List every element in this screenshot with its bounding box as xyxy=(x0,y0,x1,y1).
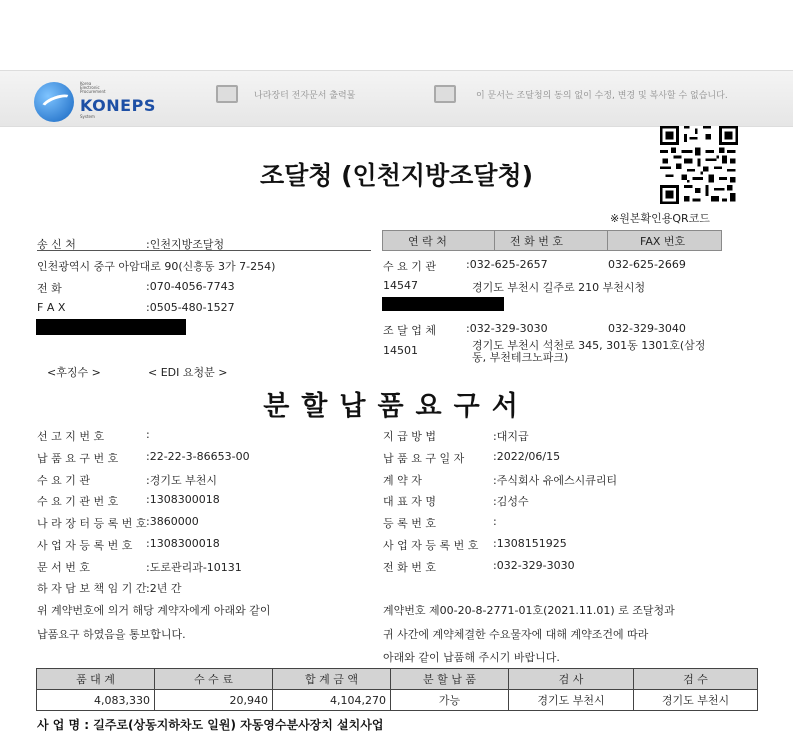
field-label: 등 록 번 호 xyxy=(383,517,436,530)
sender-tel-value: :070-4056-7743 xyxy=(146,280,235,293)
table-header-cell: 분 할 납 품 xyxy=(391,669,509,690)
table-header-cell: 검 수 xyxy=(634,669,758,690)
amount-table xyxy=(36,668,758,711)
table-cell: 4,104,270 xyxy=(273,690,391,711)
field-value: :2년 간 xyxy=(146,582,182,595)
table-cell: 20,940 xyxy=(155,690,273,711)
field-label: 계 약 자 xyxy=(383,474,422,487)
field-label: 문 서 번 호 xyxy=(37,561,90,574)
sender-label: 송 신 처 xyxy=(37,238,76,251)
field-value: :도로관리과-10131 xyxy=(146,561,242,574)
business-name: 사 업 명 : 길주로(상동지하차도 일원) 자동영수분사장치 설치사업 xyxy=(37,718,384,732)
demand-fax: 032-625-2669 xyxy=(608,258,686,271)
notice-right-1: 계약번호 제00-20-8-2771-01호(2021.11.01) 로 조달청과 xyxy=(383,604,675,617)
field-label: 하 자 담 보 책 임 기 간 xyxy=(37,582,147,595)
field-label: 지 급 방 법 xyxy=(383,430,436,443)
table-cell: 경기도 부천시 xyxy=(634,690,758,711)
document-stack-icon xyxy=(216,85,238,103)
supplier-address-1: 경기도 부천시 석천로 345, 301동 1301호(삼정 xyxy=(472,339,706,352)
qr-caption: ※원본확인용QR코드 xyxy=(610,212,710,225)
logo-subtitle-1: Korea xyxy=(80,81,92,86)
field-value: :032-329-3030 xyxy=(493,559,575,572)
table-header-cell: 수 수 료 xyxy=(155,669,273,690)
supplier-label: 조 달 업 체 xyxy=(383,324,436,337)
contact-header-fax: FAX 번호 xyxy=(640,235,686,248)
field-value: : xyxy=(146,428,150,441)
field-label: 나 라 장 터 등 록 번 호 xyxy=(37,517,147,530)
field-label: 수 요 기 관 xyxy=(37,474,90,487)
field-label: 사 업 자 등 록 번 호 xyxy=(37,539,133,552)
demand-address: 경기도 부천시 길주로 210 부천시청 xyxy=(472,281,646,294)
notice-left-2: 납품요구 하였음을 통보합니다. xyxy=(37,628,186,641)
table-cell: 경기도 부천시 xyxy=(509,690,634,711)
contact-header-phone: 전 화 번 호 xyxy=(510,235,563,248)
table-row xyxy=(37,690,758,711)
document-title: 분할납품요구서 xyxy=(263,391,530,422)
table-header-row xyxy=(37,669,758,690)
sender-value: :인천지방조달청 xyxy=(146,238,225,251)
postscript-link[interactable]: <후징수 > xyxy=(47,366,101,379)
issuer-title: 조달청 (인천지방조달청) xyxy=(259,161,534,190)
field-value: :1308300018 xyxy=(146,537,220,550)
sender-tel-label: 전 화 xyxy=(37,282,62,295)
supplier-address-2: 동, 부천테크노파크) xyxy=(472,351,569,364)
field-value: :22-22-3-86653-00 xyxy=(146,450,250,463)
field-value: :주식회사 유에스시큐리티 xyxy=(493,474,618,487)
table-cell: 4,083,330 xyxy=(37,690,155,711)
hdr-sep-1 xyxy=(494,231,495,250)
edi-link[interactable]: < EDI 요청분 > xyxy=(148,366,228,379)
copy-warning: 이 문서는 조달청의 동의 없이 수정, 변경 및 복사할 수 없습니다. xyxy=(476,91,728,101)
field-label: 납 품 요 구 번 호 xyxy=(37,452,119,465)
field-label: 대 표 자 명 xyxy=(383,495,436,508)
demand-tel: :032-625-2657 xyxy=(466,258,548,271)
supplier-tel: :032-329-3030 xyxy=(466,322,548,335)
table-cell: 가능 xyxy=(391,690,509,711)
table-header-cell: 품 대 계 xyxy=(37,669,155,690)
field-value: :김성수 xyxy=(493,495,529,508)
logo-subtitle-3: Procurement xyxy=(80,89,106,94)
supplier-fax: 032-329-3040 xyxy=(608,322,686,335)
field-label: 납 품 요 구 일 자 xyxy=(383,452,465,465)
field-label: 전 화 번 호 xyxy=(383,561,436,574)
redacted-block-2 xyxy=(382,297,504,311)
supplier-zip: 14501 xyxy=(383,344,418,357)
sender-fax-value: :0505-480-1527 xyxy=(146,301,235,314)
logo-subtitle-2: Electronic xyxy=(80,85,100,90)
field-value: :1308151925 xyxy=(493,537,567,550)
notice-right-2: 귀 사간에 계약체결한 수요물자에 대해 계약조건에 따라 xyxy=(383,628,649,641)
field-label: 사 업 자 등 록 번 호 xyxy=(383,539,479,552)
demand-label: 수 요 기 관 xyxy=(383,260,436,273)
logo-subtitle-4: System xyxy=(80,114,95,119)
demand-zip: 14547 xyxy=(383,279,418,292)
sender-fax-label: F A X xyxy=(37,301,66,314)
logo-text: KONEPS xyxy=(80,96,156,115)
table-header-cell: 합 계 금 액 xyxy=(273,669,391,690)
field-value: : xyxy=(493,515,497,528)
field-value: :2022/06/15 xyxy=(493,450,561,463)
printer-icon xyxy=(434,85,456,103)
field-value: :1308300018 xyxy=(146,493,220,506)
print-label: 나라장터 전자문서 출력물 xyxy=(254,91,356,101)
field-value: :3860000 xyxy=(146,515,199,528)
field-label: 선 고 지 번 호 xyxy=(37,430,105,443)
field-label: 수 요 기 관 번 호 xyxy=(37,495,119,508)
table-header-cell: 검 사 xyxy=(509,669,634,690)
contact-header-label: 연 락 처 xyxy=(408,235,447,248)
field-value: :경기도 부천시 xyxy=(146,474,217,487)
notice-right-3: 아래와 같이 납품해 주시기 바랍니다. xyxy=(383,651,560,664)
redacted-block xyxy=(36,319,186,335)
sender-address: 인천광역시 중구 아암대로 90(신흥동 3가 7-254) xyxy=(37,260,276,273)
notice-left-1: 위 계약번호에 의거 해당 계약자에게 아래와 같이 xyxy=(37,604,271,617)
field-value: :대지급 xyxy=(493,430,529,443)
hdr-sep-2 xyxy=(607,231,608,250)
